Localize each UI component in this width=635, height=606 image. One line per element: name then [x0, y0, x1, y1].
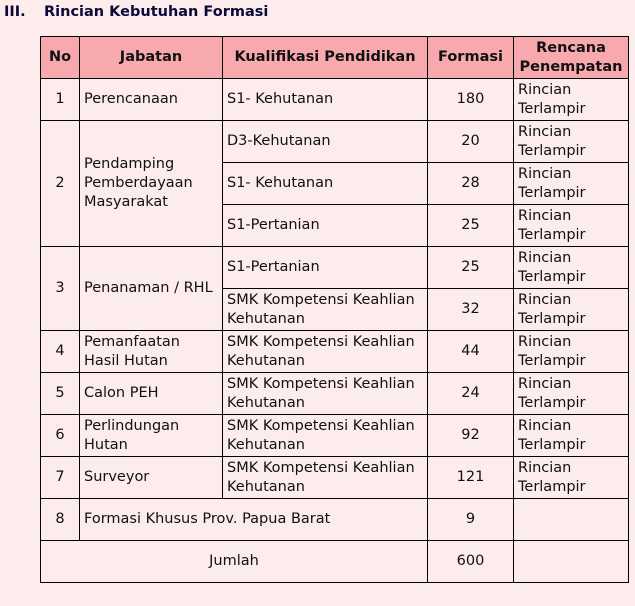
- header-formasi: Formasi: [428, 37, 514, 79]
- cell-penempatan: Rincian Terlampir: [514, 79, 629, 121]
- header-no: No: [41, 37, 80, 79]
- table-row: [41, 457, 629, 499]
- cell-penempatan: Rincian Terlampir: [514, 163, 629, 205]
- cell-kualifikasi: SMK Kompetensi Keahlian Kehutanan: [223, 289, 428, 331]
- formasi-table: [40, 36, 629, 583]
- cell-no: 3: [41, 247, 80, 331]
- cell-formasi: 25: [428, 205, 514, 247]
- cell-kualifikasi: SMK Kompetensi Keahlian Kehutanan: [223, 415, 428, 457]
- cell-no: 7: [41, 457, 80, 499]
- cell-no: 2: [41, 121, 80, 247]
- cell-kualifikasi: S1- Kehutanan: [223, 163, 428, 205]
- cell-jabatan: Surveyor: [80, 457, 223, 499]
- cell-kualifikasi: D3-Kehutanan: [223, 121, 428, 163]
- cell-no: 1: [41, 79, 80, 121]
- cell-jabatan: Pendamping Pemberdayaan Masyarakat: [80, 121, 223, 247]
- cell-penempatan: Rincian Terlampir: [514, 121, 629, 163]
- cell-kualifikasi: S1-Pertanian: [223, 247, 428, 289]
- cell-formasi: 44: [428, 331, 514, 373]
- total-value: 600: [428, 541, 514, 583]
- table-row: [41, 415, 629, 457]
- cell-penempatan: Rincian Terlampir: [514, 373, 629, 415]
- table-row: [41, 373, 629, 415]
- total-row: [41, 541, 629, 583]
- cell-penempatan: [514, 499, 629, 541]
- cell-formasi: 25: [428, 247, 514, 289]
- cell-jabatan: Pemanfaatan Hasil Hutan: [80, 331, 223, 373]
- total-label: Jumlah: [41, 541, 428, 583]
- cell-penempatan: Rincian Terlampir: [514, 415, 629, 457]
- cell-formasi: 20: [428, 121, 514, 163]
- cell-penempatan: Rincian Terlampir: [514, 289, 629, 331]
- cell-formasi: 92: [428, 415, 514, 457]
- cell-kualifikasi: SMK Kompetensi Keahlian Kehutanan: [223, 331, 428, 373]
- table-row: [41, 499, 629, 541]
- cell-formasi: 121: [428, 457, 514, 499]
- table-row: [41, 247, 629, 289]
- cell-penempatan: Rincian Terlampir: [514, 247, 629, 289]
- cell-formasi: 24: [428, 373, 514, 415]
- cell-jabatan: Calon PEH: [80, 373, 223, 415]
- cell-no: 4: [41, 331, 80, 373]
- total-empty-cell: [514, 541, 629, 583]
- cell-penempatan: Rincian Terlampir: [514, 205, 629, 247]
- cell-jabatan: Perlindungan Hutan: [80, 415, 223, 457]
- section-heading: [4, 4, 268, 20]
- section-title: Rincian Kebutuhan Formasi: [44, 4, 269, 20]
- cell-no: 8: [41, 499, 80, 541]
- cell-kualifikasi: S1- Kehutanan: [223, 79, 428, 121]
- header-kualifikasi: Kualifikasi Pendidikan: [223, 37, 428, 79]
- cell-kualifikasi: S1-Pertanian: [223, 205, 428, 247]
- cell-kualifikasi: SMK Kompetensi Keahlian Kehutanan: [223, 457, 428, 499]
- cell-no: 5: [41, 373, 80, 415]
- cell-jabatan: Formasi Khusus Prov. Papua Barat: [80, 499, 428, 541]
- table-row: [41, 79, 629, 121]
- table-row: [41, 331, 629, 373]
- cell-no: 6: [41, 415, 80, 457]
- cell-formasi: 32: [428, 289, 514, 331]
- cell-kualifikasi: SMK Kompetensi Keahlian Kehutanan: [223, 373, 428, 415]
- cell-formasi: 180: [428, 79, 514, 121]
- cell-penempatan: Rincian Terlampir: [514, 457, 629, 499]
- cell-penempatan: Rincian Terlampir: [514, 331, 629, 373]
- header-penempatan: Rencana Penempatan: [514, 37, 629, 79]
- cell-formasi: 28: [428, 163, 514, 205]
- cell-jabatan: Penanaman / RHL: [80, 247, 223, 331]
- table-header-row: [41, 37, 629, 79]
- table-row: [41, 121, 629, 163]
- section-number: III.: [4, 4, 26, 20]
- cell-formasi: 9: [428, 499, 514, 541]
- cell-jabatan: Perencanaan: [80, 79, 223, 121]
- header-jabatan: Jabatan: [80, 37, 223, 79]
